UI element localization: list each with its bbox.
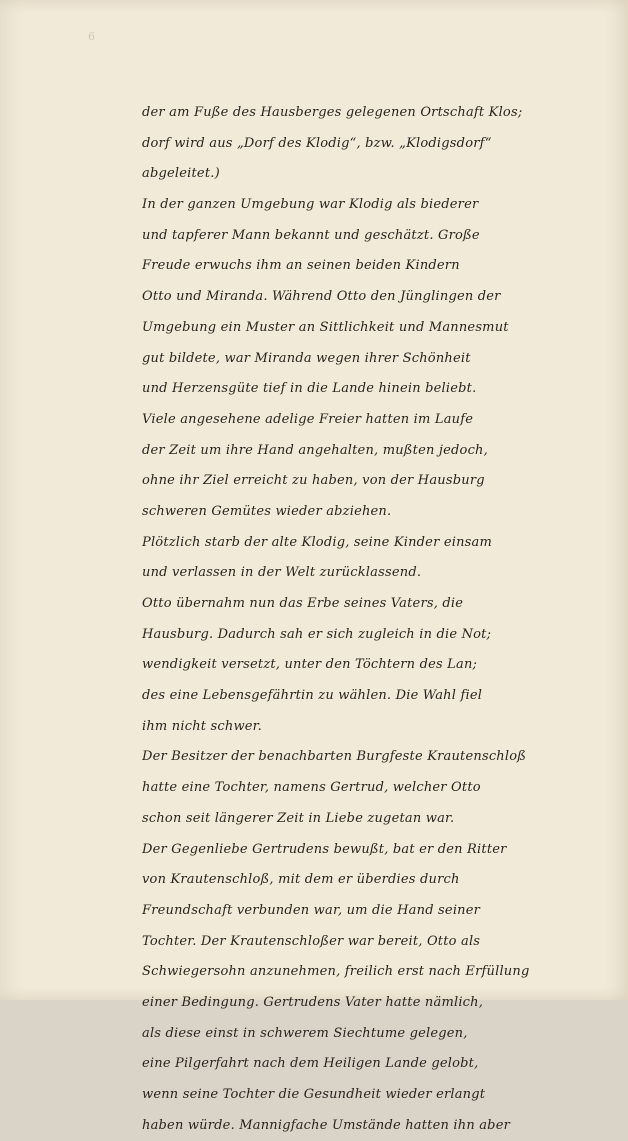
text-line: Der Besitzer der benachbarten Burgfeste Krautenschloß [142,749,527,765]
text-line: und verlassen in der Welt zurücklassend. [142,565,422,581]
text-line: von Krautenschloß, mit dem er überdies durch [142,872,460,888]
text-line: des eine Lebensgefährtin zu wählen. Die Wahl fiel [142,688,483,704]
text-line: dorf wird aus „Dorf des Klodig“, bzw. „Klodigsdorf“ [142,135,492,151]
text-line: Viele angesehene adelige Freier hatten im Laufe [142,411,474,427]
text-line: schweren Gemütes wieder abziehen. [142,503,392,519]
handwritten-text-block [142,98,612,1141]
text-line: wenn seine Tochter die Gesundheit wieder erlangt [142,1087,486,1102]
text-line: schon seit längerer Zeit in Liebe zugetan war. [142,810,455,826]
text-line: Schwiegersohn anzunehmen, freilich erst nach Erfüllung [142,964,530,980]
text-line: ihm nicht schwer. [142,718,262,734]
text-line: wendigkeit versetzt, unter den Töchtern des Lan; [142,657,478,673]
text-line: abgeleitet.) [142,166,220,182]
text-line: Tochter. Der Krautenschloßer war bereit, Otto als [142,933,481,949]
text-line: als diese einst in schwerem Siechtume gelegen, [142,1025,468,1041]
text-line: Hausburg. Dadurch sah er sich zugleich in die Not; [142,626,492,642]
text-line: gut bildete, war Miranda wegen ihrer Schönheit [142,350,471,366]
text-line: der Zeit um ihre Hand angehalten, mußten jedoch, [142,442,488,458]
text-line: Freude erwuchs ihm an seinen beiden Kindern [142,258,460,274]
text-line: Plötzlich starb der alte Klodig, seine Kinder einsam [142,534,492,550]
text-line: Freundschaft verbunden war, um die Hand seiner [142,902,481,918]
text-line: Umgebung ein Muster an Sittlichkeit und Mannesmut [142,319,509,335]
text-line: einer Bedingung. Gertrudens Vater hatte nämlich, [142,994,484,1010]
text-line: haben würde. Mannigfache Umstände hatten ihn aber [142,1117,510,1133]
text-line: Otto und Miranda. Während Otto den Jünglingen der [142,289,501,305]
text-line: Der Gegenliebe Gertrudens bewußt, bat er den Ritter [142,841,507,857]
text-line: der am Fuße des Hausberges gelegenen Ortschaft Klos; [142,105,523,120]
text-line: In der ganzen Umgebung war Klodig als biederer [142,197,479,213]
text-line: eine Pilgerfahrt nach dem Heiligen Lande gelobt, [142,1056,479,1072]
text-line: und Herzensgüte tief in die Lande hinein beliebt. [142,381,477,397]
text-line: ohne ihr Ziel erreicht zu haben, von der Hausburg [142,473,485,489]
text-line: hatte eine Tochter, namens Gertrud, welcher Otto [142,780,481,796]
text-line: und tapferer Mann bekannt und geschätzt. Große [142,227,480,243]
page-number: 6 [88,30,96,43]
text-line: Otto übernahm nun das Erbe seines Vaters, die [142,596,464,611]
